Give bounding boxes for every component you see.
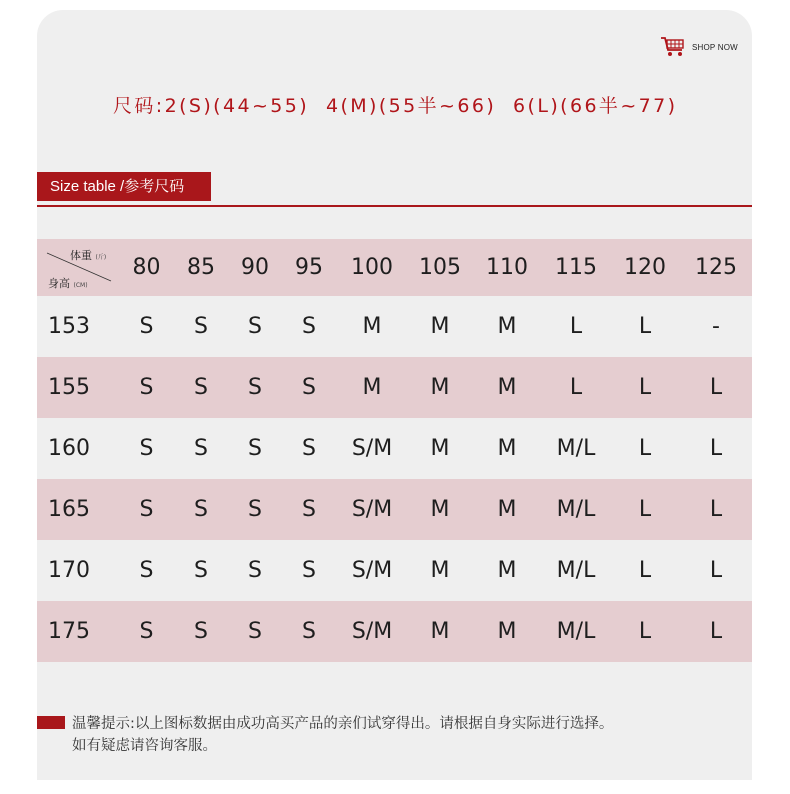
height-cell: 165 <box>48 497 90 522</box>
size-cell: S/M <box>351 436 393 461</box>
shop-now-label: SHOP NOW <box>692 42 738 52</box>
size-cell: S <box>194 314 208 339</box>
weight-header: 95 <box>295 255 323 280</box>
size-cell: S <box>139 436 154 461</box>
corner-height-label: 身高 (CM) <box>48 277 88 290</box>
size-cell: M <box>362 375 382 400</box>
size-cell: M <box>430 314 450 339</box>
size-cell: L <box>569 375 583 400</box>
size-cell: S <box>302 375 316 400</box>
size-cell: L <box>638 314 652 339</box>
size-cell: S <box>248 314 262 339</box>
size-cell: S <box>194 497 208 522</box>
size-cell: - <box>712 314 720 339</box>
size-cell: L <box>709 436 723 461</box>
height-cell: 170 <box>48 558 90 583</box>
size-cell: L <box>569 314 583 339</box>
size-cell: L <box>638 619 652 644</box>
weight-header: 85 <box>187 255 215 280</box>
size-cell: L <box>638 375 652 400</box>
note-line-2: 如有疑虑请咨询客服。 <box>72 738 217 754</box>
size-cell: S <box>139 497 154 522</box>
section-divider <box>37 205 752 207</box>
weight-header: 105 <box>419 255 461 280</box>
table-row <box>37 540 752 601</box>
size-cell: S <box>194 375 208 400</box>
weight-header: 100 <box>351 255 393 280</box>
weight-header: 110 <box>486 255 528 280</box>
size-cell: S <box>194 558 208 583</box>
size-cell: S <box>248 558 262 583</box>
size-cell: M/L <box>556 558 596 583</box>
corner-weight-label: 体重 (斤) <box>70 249 107 262</box>
size-cell: S <box>302 497 316 522</box>
size-cell: S <box>302 314 316 339</box>
size-cell: M/L <box>556 497 596 522</box>
size-cell: S <box>194 436 208 461</box>
weight-header: 120 <box>624 255 666 280</box>
size-cell: L <box>709 558 723 583</box>
table-row <box>37 357 752 418</box>
size-cell: S <box>302 619 316 644</box>
size-cell: S <box>139 619 154 644</box>
size-cell: M/L <box>556 436 596 461</box>
shopping-cart-icon <box>660 36 686 58</box>
weight-header: 115 <box>555 255 597 280</box>
size-table-tag: Size table /参考尺码 <box>37 172 211 201</box>
size-cell: S <box>248 619 262 644</box>
size-cell: M <box>430 619 450 644</box>
shop-now-link[interactable] <box>660 36 738 58</box>
table-row <box>37 418 752 479</box>
size-cell: M <box>430 436 450 461</box>
size-cell: M <box>430 375 450 400</box>
size-cell: M <box>497 497 517 522</box>
size-cell: M <box>497 619 517 644</box>
height-cell: 175 <box>48 619 90 644</box>
height-cell: 155 <box>48 375 90 400</box>
note-marker <box>37 716 65 729</box>
table-row <box>37 479 752 540</box>
size-note <box>72 713 613 757</box>
height-cell: 160 <box>48 436 90 461</box>
size-cell: M <box>430 497 450 522</box>
size-cell: S/M <box>351 619 393 644</box>
size-cell: M <box>497 375 517 400</box>
table-header-row <box>37 239 752 296</box>
size-table <box>37 239 752 662</box>
table-row <box>37 296 752 357</box>
table-corner-cell <box>37 239 119 296</box>
size-cell: S <box>139 314 154 339</box>
height-cell: 153 <box>48 314 90 339</box>
size-cell: L <box>638 436 652 461</box>
size-cell: S <box>248 375 262 400</box>
weight-header: 80 <box>132 255 161 280</box>
size-cell: L <box>709 619 723 644</box>
size-cell: L <box>638 558 652 583</box>
size-cell: S/M <box>351 497 393 522</box>
size-cell: M/L <box>556 619 596 644</box>
size-cell: S <box>302 558 316 583</box>
size-cell: M <box>497 436 517 461</box>
size-cell: S/M <box>351 558 393 583</box>
note-line-1: 温馨提示:以上图标数据由成功高买产品的亲们试穿得出。请根据自身实际进行选择。 <box>72 716 614 732</box>
weight-header: 90 <box>241 255 269 280</box>
size-cell: M <box>497 558 517 583</box>
size-cell: M <box>362 314 382 339</box>
size-cell: L <box>638 497 652 522</box>
size-codes-line: 尺码:2(S)(44~55) 4(M)(55半~66) 6(L)(66半~77) <box>113 95 678 117</box>
size-cell: S <box>139 375 154 400</box>
weight-header: 125 <box>695 255 737 280</box>
size-cell: S <box>248 497 262 522</box>
size-cell: S <box>302 436 316 461</box>
size-cell: M <box>497 314 517 339</box>
size-cell: S <box>139 558 154 583</box>
size-cell: S <box>248 436 262 461</box>
size-cell: S <box>194 619 208 644</box>
size-cell: L <box>709 497 723 522</box>
table-row <box>37 601 752 662</box>
size-cell: M <box>430 558 450 583</box>
size-cell: L <box>709 375 723 400</box>
